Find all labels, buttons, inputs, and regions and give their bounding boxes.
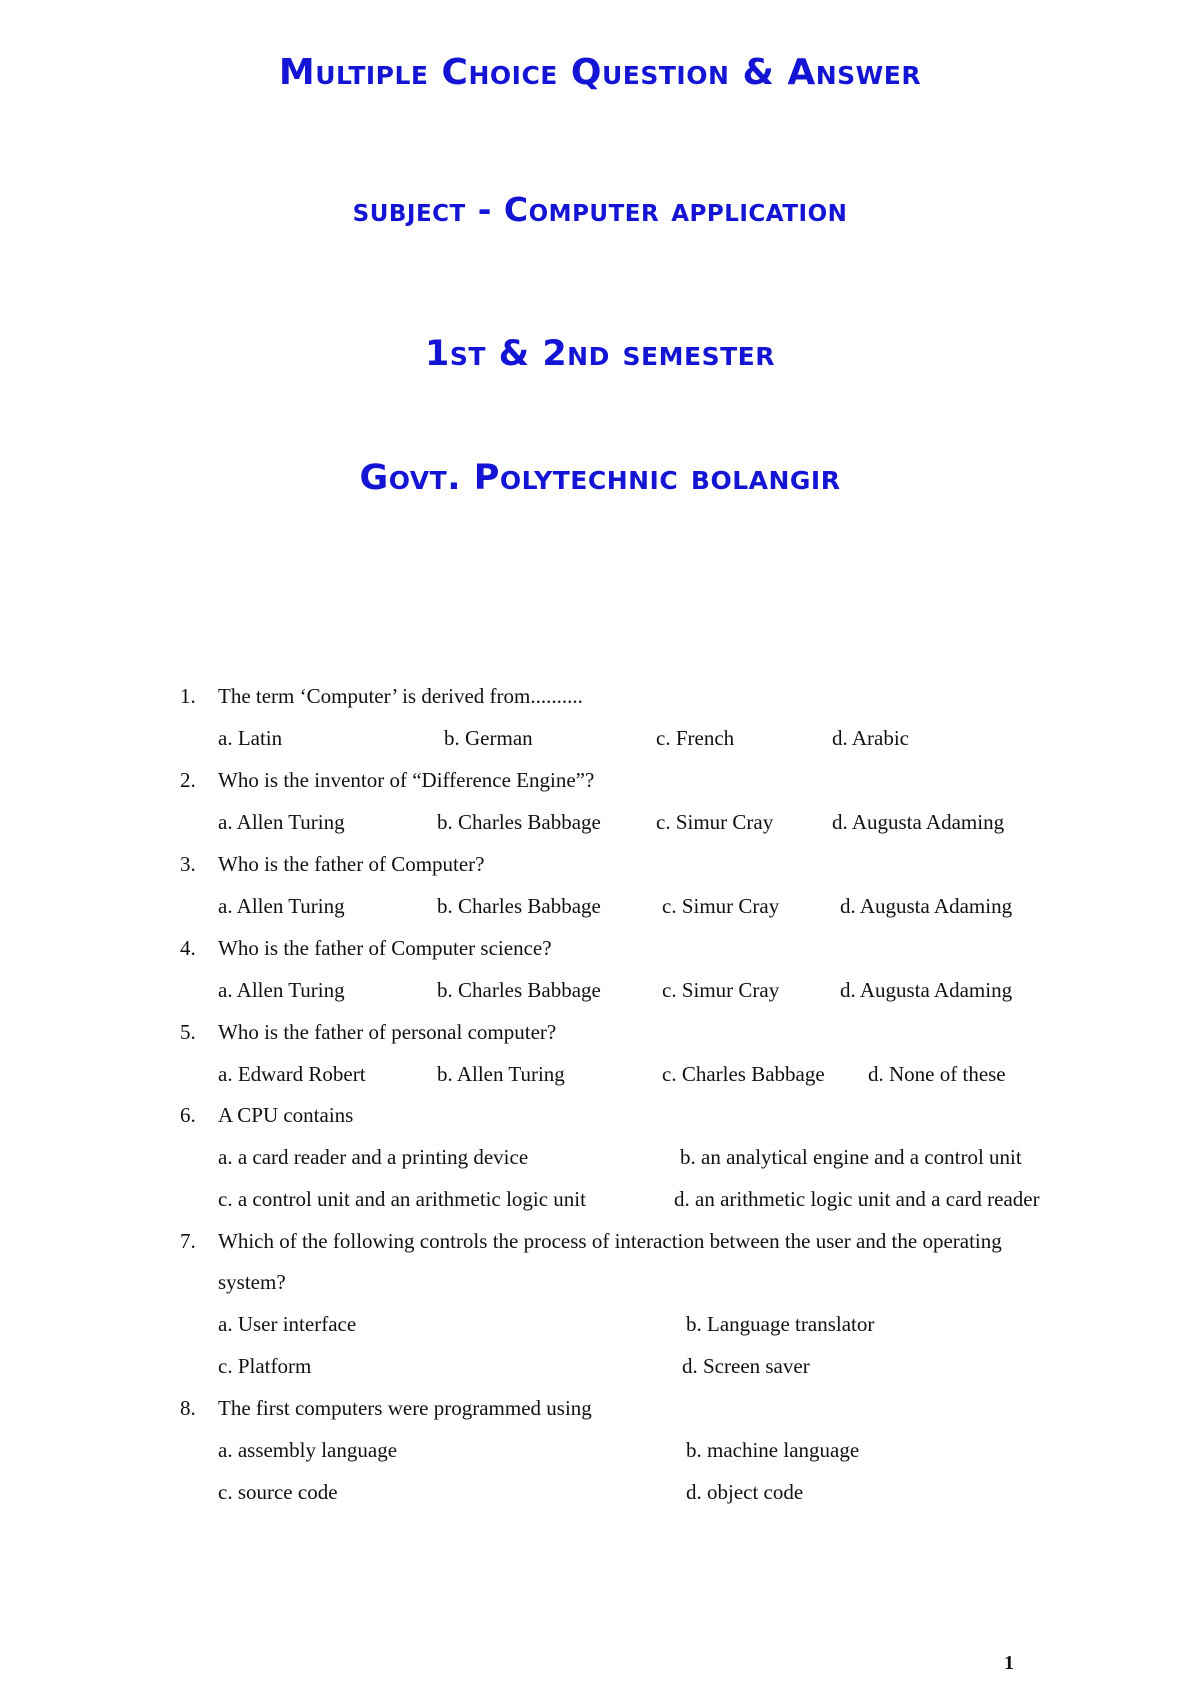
option-c: c. French	[656, 726, 735, 750]
option-d: d. Augusta Adaming	[840, 978, 1013, 1002]
question-text: Which of the following controls the process of interaction between the user and the operating	[218, 1229, 1002, 1253]
question-text: Who is the father of personal computer?	[218, 1020, 557, 1044]
option-c: c. Simur Cray	[662, 978, 780, 1002]
question-number: 3.	[180, 852, 196, 876]
question-text-continued: system?	[218, 1270, 286, 1294]
option-b: b. Charles Babbage	[437, 978, 601, 1002]
option-a: a. Allen Turing	[218, 978, 345, 1002]
question-text: A CPU contains	[218, 1103, 354, 1127]
document-semester: 1st & 2nd semester	[425, 334, 775, 374]
question-number: 5.	[180, 1020, 196, 1044]
page-number: 1	[1004, 1652, 1014, 1674]
option-c: c. source code	[218, 1480, 338, 1504]
option-b: b. Language translator	[686, 1312, 875, 1336]
question-number: 1.	[180, 684, 196, 708]
question-text: Who is the father of Computer?	[218, 852, 485, 876]
option-a: a. a card reader and a printing device	[218, 1145, 529, 1169]
question-text: The term ‘Computer’ is derived from..........	[218, 684, 583, 708]
option-a: a. Latin	[218, 726, 283, 750]
option-d: d. object code	[686, 1480, 804, 1504]
option-b: b. German	[444, 726, 533, 750]
option-b: b. Charles Babbage	[437, 810, 601, 834]
option-c: c. Platform	[218, 1354, 312, 1378]
question-text: The first computers were programmed using	[218, 1396, 592, 1420]
option-d: d. an arithmetic logic unit and a card reader	[674, 1187, 1040, 1211]
question-number: 7.	[180, 1229, 196, 1253]
option-a: a. assembly language	[218, 1438, 398, 1462]
question-text: Who is the father of Computer science?	[218, 936, 552, 960]
option-b: b. an analytical engine and a control unit	[680, 1145, 1022, 1169]
option-d: d. None of these	[868, 1062, 1006, 1086]
option-d: d. Augusta Adaming	[840, 894, 1013, 918]
option-a: a. Edward Robert	[218, 1062, 366, 1086]
option-a: a. Allen Turing	[218, 894, 345, 918]
option-c: c. a control unit and an arithmetic logic unit	[218, 1187, 586, 1211]
option-c: c. Simur Cray	[662, 894, 780, 918]
document-title: Multiple Choice Question & Answer	[278, 52, 922, 93]
question-number: 2.	[180, 768, 196, 792]
question-number: 8.	[180, 1396, 196, 1420]
option-c: c. Simur Cray	[656, 810, 774, 834]
option-c: c. Charles Babbage	[662, 1062, 825, 1086]
option-d: d. Arabic	[832, 726, 909, 750]
question-number: 4.	[180, 936, 196, 960]
option-b: b. Charles Babbage	[437, 894, 601, 918]
option-d: d. Augusta Adaming	[832, 810, 1005, 834]
question-number: 6.	[180, 1103, 196, 1127]
document-subject: subject - Computer application	[352, 190, 848, 229]
option-d: d. Screen saver	[682, 1354, 810, 1378]
option-b: b. machine language	[686, 1438, 860, 1462]
option-b: b. Allen Turing	[437, 1062, 565, 1086]
document-college: Govt. Polytechnic bolangir	[359, 458, 841, 498]
option-a: a. User interface	[218, 1312, 357, 1336]
option-a: a. Allen Turing	[218, 810, 345, 834]
question-text: Who is the inventor of “Difference Engine”?	[218, 768, 595, 792]
